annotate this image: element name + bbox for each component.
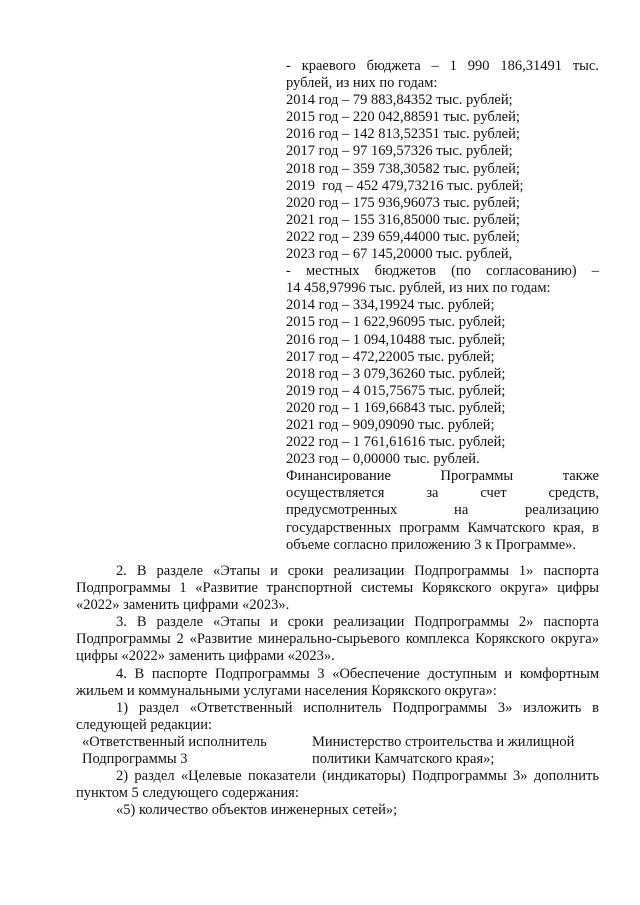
redaction-left: «Ответственный исполнитель Подпрограммы 3 bbox=[82, 733, 267, 768]
year-line: 2022 год – 1 761,61616 тыс. рублей; bbox=[286, 434, 506, 451]
year-line: 2019 год – 452 479,73216 тыс. рублей; bbox=[286, 177, 524, 194]
year-line: 2015 год – 220 042,88591 тыс. рублей; bbox=[286, 109, 520, 126]
financing-line: государственных программ Камчатского края, в bbox=[286, 519, 599, 536]
year-line: 2021 год – 155 316,85000 тыс. рублей; bbox=[286, 211, 520, 228]
year-line: 2014 год – 79 883,84352 тыс. рублей; bbox=[286, 92, 513, 109]
financing-line: объеме согласно приложению 3 к Программе». bbox=[286, 536, 577, 553]
item-2: 2. В разделе «Этапы и сроки реализации Подпрограммы 1» паспорта Подпрограммы 1 «Развитие транспортной системы Корякского округа» цифры «2022» заменить цифрами «2023». bbox=[76, 563, 599, 614]
financing-line: предусмотренных на реализацию bbox=[286, 502, 599, 519]
regional-budget-line-2: рублей, из них по годам: bbox=[286, 75, 438, 92]
year-line: 2023 год – 0,00000 тыс. рублей. bbox=[286, 451, 480, 468]
local-years-list bbox=[286, 297, 599, 468]
year-line: 2019 год – 4 015,75675 тыс. рублей; bbox=[286, 382, 506, 399]
year-line: 2022 год – 239 659,44000 тыс. рублей; bbox=[286, 228, 520, 245]
item-4-2: 2) раздел «Целевые показатели (индикаторы) Подпрограммы 3» дополнить пунктом 5 следующего содержания: bbox=[76, 768, 599, 802]
year-line: 2015 год – 1 622,96095 тыс. рублей; bbox=[286, 314, 506, 331]
year-line: 2017 год – 472,22005 тыс. рублей; bbox=[286, 348, 495, 365]
local-budget-line-2: 14 458,97996 тыс. рублей, из них по годам: bbox=[286, 280, 551, 297]
item-3: 3. В разделе «Этапы и сроки реализации Подпрограммы 2» паспорта Подпрограммы 2 «Развитие минерально-сырьевого комплекса Корякского округа» цифры «2022» заменить цифрами «2023». bbox=[76, 614, 599, 665]
year-line: 2017 год – 97 169,57326 тыс. рублей; bbox=[286, 143, 513, 160]
item-4: 4. В паспорте Подпрограммы 3 «Обеспечение доступным и комфортным жильем и коммунальными услугами населения Корякского округа»: bbox=[76, 665, 599, 699]
year-line: 2014 год – 334,19924 тыс. рублей; bbox=[286, 297, 495, 314]
redaction-right: Министерство строительства и жилищной политики Камчатского края»; bbox=[312, 733, 575, 768]
year-line: 2021 год – 909,09090 тыс. рублей; bbox=[286, 416, 495, 433]
item-4-1: 1) раздел «Ответственный исполнитель Подпрограммы 3» изложить в следующей редакции: bbox=[76, 699, 599, 733]
item-4-quote: «5) количество объектов инженерных сетей»; bbox=[116, 802, 398, 819]
budget-column bbox=[286, 58, 599, 554]
year-line: 2016 год – 142 813,52351 тыс. рублей; bbox=[286, 126, 520, 143]
regional-years-list bbox=[286, 92, 599, 263]
year-line: 2020 год – 175 936,96073 тыс. рублей; bbox=[286, 194, 520, 211]
year-line: 2016 год – 1 094,10488 тыс. рублей; bbox=[286, 331, 506, 348]
amendments-body bbox=[76, 563, 599, 819]
year-line: 2018 год – 3 079,36260 тыс. рублей; bbox=[286, 365, 506, 382]
year-line: 2018 год – 359 738,30582 тыс. рублей; bbox=[286, 160, 520, 177]
regional-budget-line: - краевого бюджета – 1 990 186,31491 тыс. bbox=[286, 58, 599, 74]
local-budget-line: - местных бюджетов (по согласованию) – bbox=[286, 263, 599, 280]
financing-paragraph bbox=[286, 468, 599, 553]
year-line: 2023 год – 67 145,20000 тыс. рублей, bbox=[286, 246, 513, 263]
year-line: 2020 год – 1 169,66843 тыс. рублей; bbox=[286, 399, 506, 416]
financing-line: Финансирование Программы также bbox=[286, 468, 599, 485]
redaction-row bbox=[76, 734, 599, 768]
financing-line: осуществляется за счет средств, bbox=[286, 485, 599, 502]
